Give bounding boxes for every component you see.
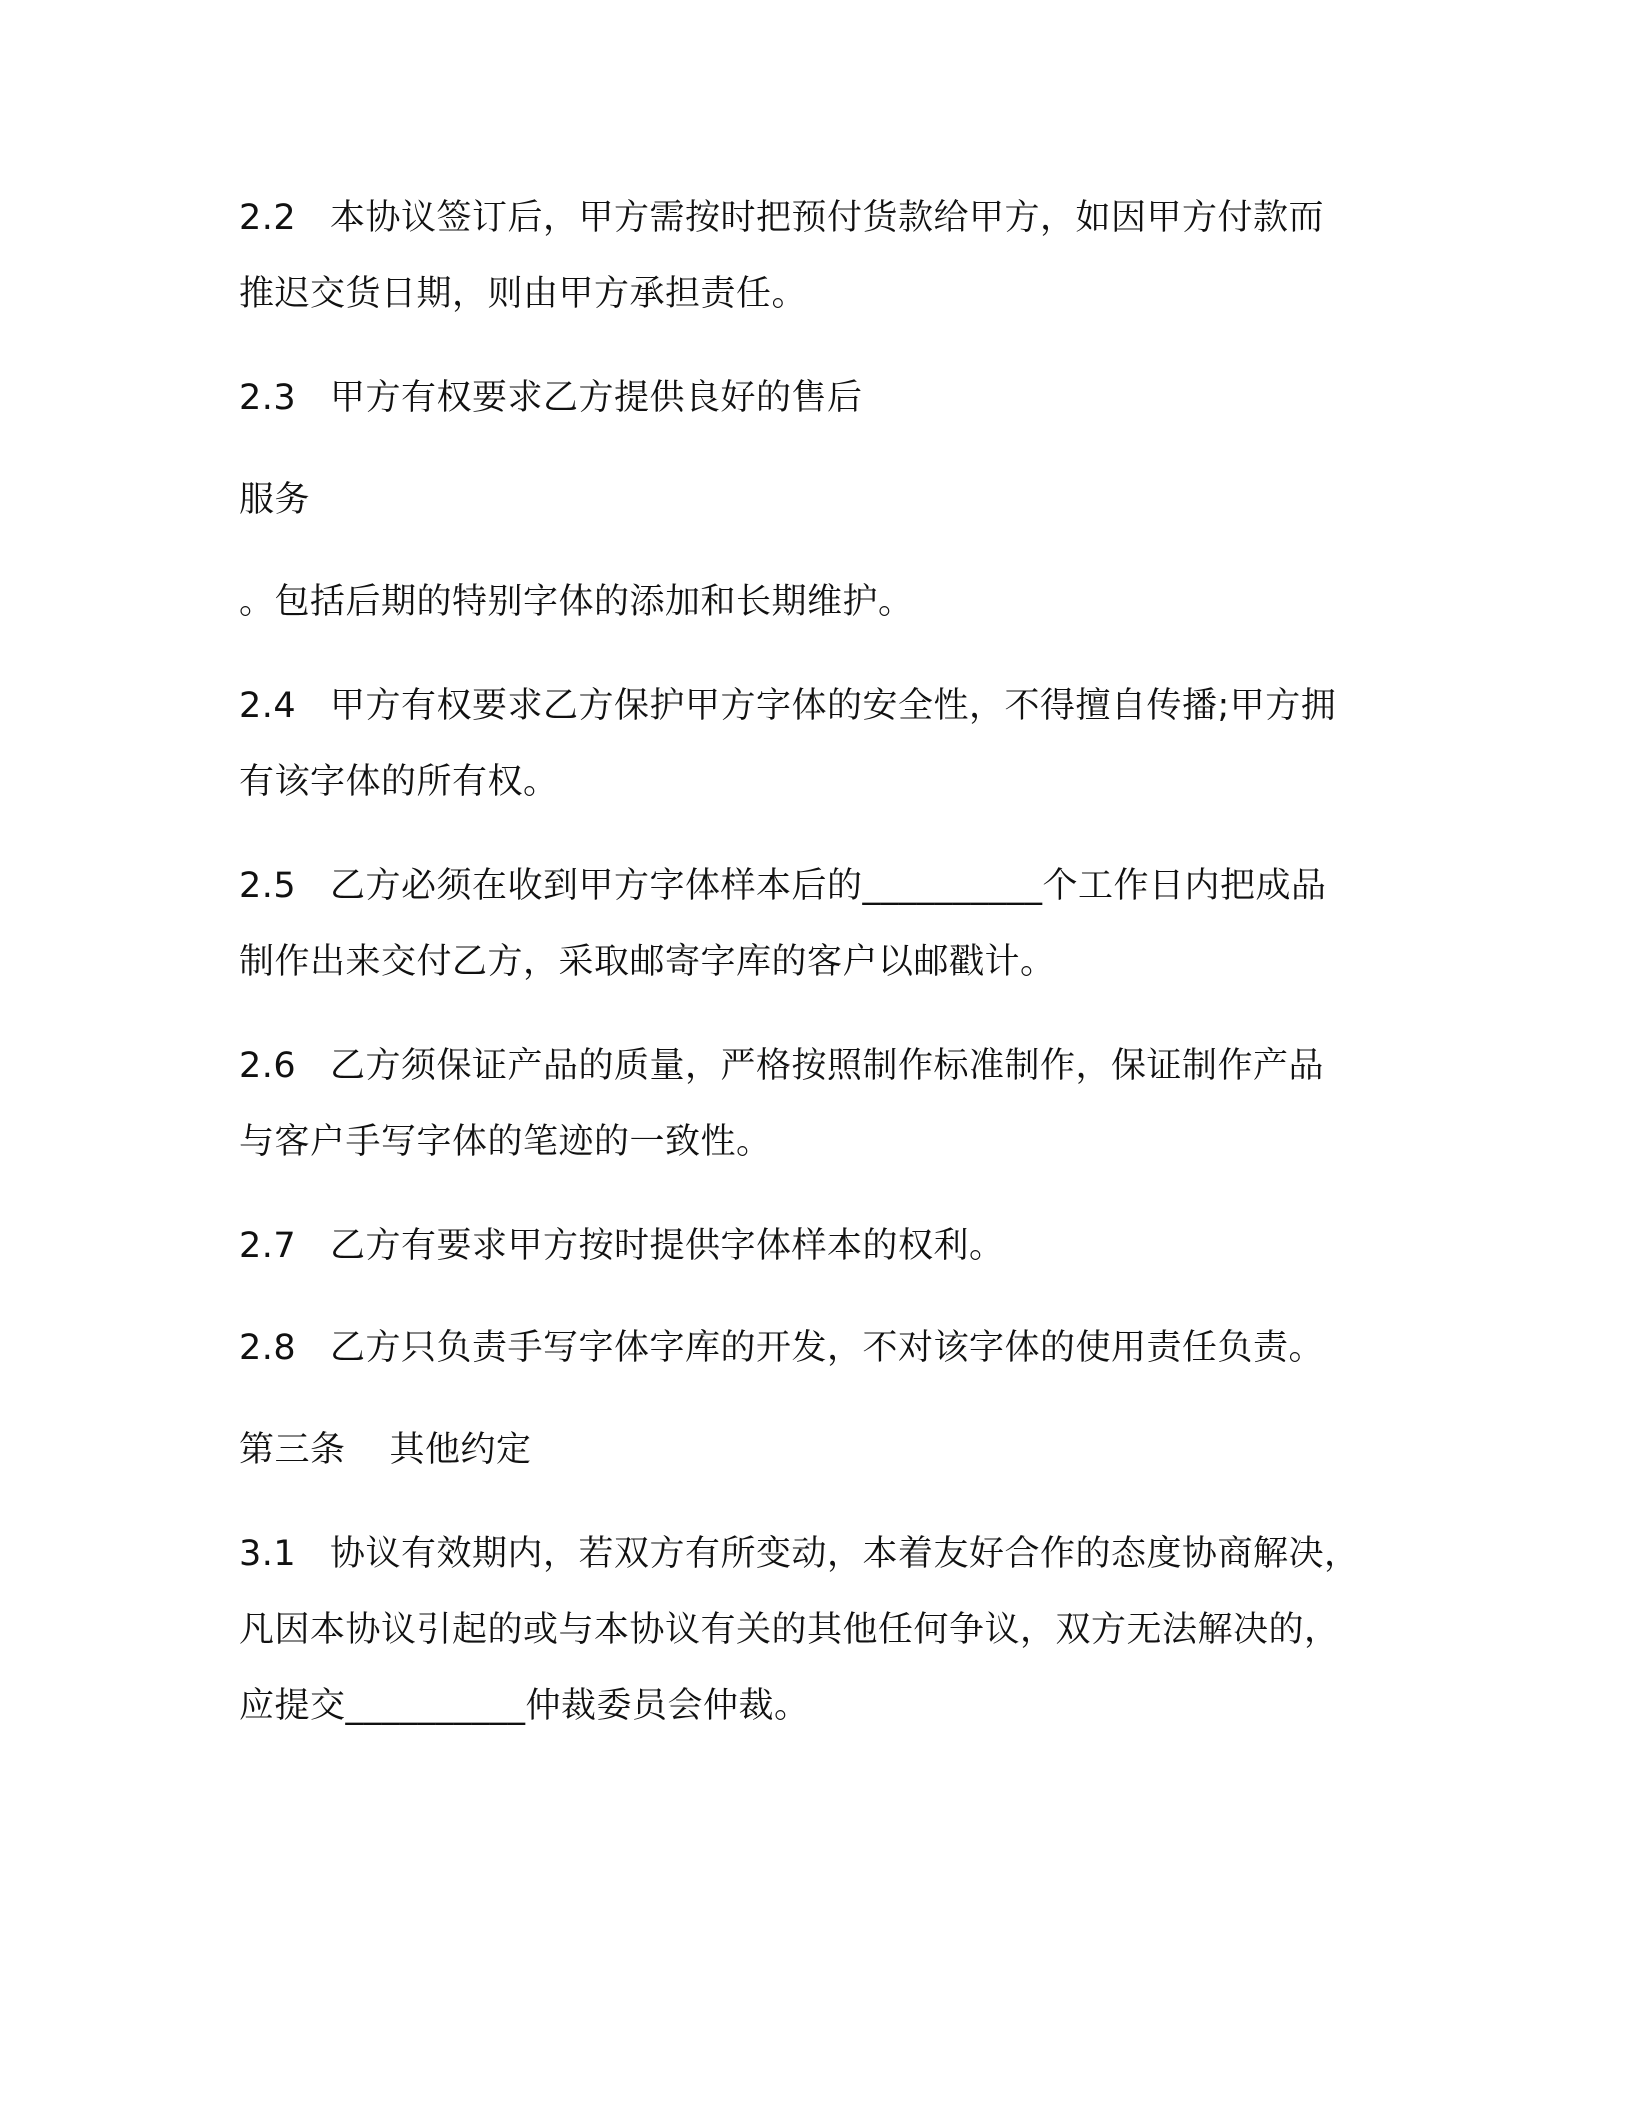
clause-text: 乙方须保证产品的质量，严格按照制作标准制作，保证制作产品 xyxy=(330,1046,1325,1086)
clause-2-5-line-1 xyxy=(239,862,1327,910)
clause-text: 本协议签订后，甲方需按时把预付货款给甲方，如因甲方付款而 xyxy=(330,198,1325,238)
clause-number: 2.8 xyxy=(239,1328,297,1368)
clause-2-3-line-2 xyxy=(239,476,310,524)
clause-2-5-line-2 xyxy=(239,938,1056,986)
clause-text: 乙方必须在收到甲方字体样本后的__________个工作日内把成品 xyxy=(330,866,1327,906)
clause-text: 甲方有权要求乙方保护甲方字体的安全性，不得擅自传播;甲方拥 xyxy=(330,686,1337,726)
article-title: 其他约定 xyxy=(389,1430,532,1470)
clause-text: 应提交__________仲裁委员会仲裁。 xyxy=(239,1686,810,1726)
clause-3-1-line-1 xyxy=(239,1530,1360,1578)
clause-2-6-line-1 xyxy=(239,1042,1324,1090)
clause-2-8-line-1 xyxy=(239,1324,1324,1372)
clause-text: 有该字体的所有权。 xyxy=(239,762,559,802)
clause-number: 2.5 xyxy=(239,866,297,906)
article-number: 第三条 xyxy=(239,1430,346,1470)
clause-2-4-line-1 xyxy=(239,682,1336,730)
clause-2-3-line-3 xyxy=(239,578,914,626)
clause-text: 凡因本协议引起的或与本协议有关的其他任何争议，双方无法解决的， xyxy=(239,1610,1340,1650)
clause-2-6-line-2 xyxy=(239,1118,772,1166)
clause-text: 乙方只负责手写字体字库的开发，不对该字体的使用责任负责。 xyxy=(330,1328,1325,1368)
clause-2-4-line-2 xyxy=(239,758,559,806)
clause-number: 2.3 xyxy=(239,378,297,418)
clause-number: 2.7 xyxy=(239,1226,297,1266)
clause-number: 2.4 xyxy=(239,686,297,726)
clause-2-2-line-1 xyxy=(239,194,1324,242)
clause-text: 与客户手写字体的笔迹的一致性。 xyxy=(239,1122,772,1162)
clause-2-2-line-2 xyxy=(239,270,807,318)
clause-3-1-line-2 xyxy=(239,1606,1340,1654)
clause-number: 2.6 xyxy=(239,1046,297,1086)
clause-text: 服务 xyxy=(239,480,311,520)
clause-text: 协议有效期内，若双方有所变动，本着友好合作的态度协商解决， xyxy=(330,1534,1360,1574)
clause-text: 制作出来交付乙方，采取邮寄字库的客户以邮戳计。 xyxy=(239,942,1056,982)
article-3-heading xyxy=(239,1426,532,1474)
clause-2-7-line-1 xyxy=(239,1222,1005,1270)
clause-3-1-line-3 xyxy=(239,1682,810,1730)
clause-text: 乙方有要求甲方按时提供字体样本的权利。 xyxy=(330,1226,1005,1266)
clause-text: 推迟交货日期，则由甲方承担责任。 xyxy=(239,274,808,314)
clause-text: 甲方有权要求乙方提供良好的售后 xyxy=(330,378,863,418)
clause-2-3-line-1 xyxy=(239,374,863,422)
clause-text: 。包括后期的特别字体的添加和长期维护。 xyxy=(239,582,914,622)
clause-number: 3.1 xyxy=(239,1534,297,1574)
clause-number: 2.2 xyxy=(239,198,297,238)
